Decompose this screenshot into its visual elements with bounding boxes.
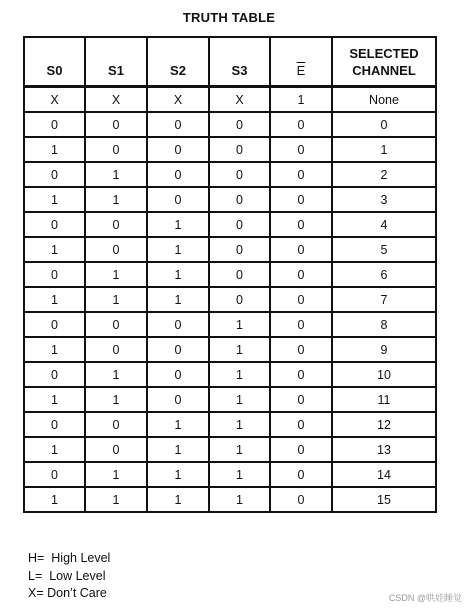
cell-s1: X xyxy=(85,87,147,113)
cell-s0: 1 xyxy=(24,287,85,312)
cell-s1: 0 xyxy=(85,437,147,462)
table-row xyxy=(24,137,436,162)
cell-s3: 1 xyxy=(209,437,270,462)
cell-s3: 1 xyxy=(209,412,270,437)
cell-s0: 1 xyxy=(24,337,85,362)
table-row xyxy=(24,487,436,512)
cell-s2: 0 xyxy=(147,337,209,362)
cell-s0: 0 xyxy=(24,262,85,287)
cell-enable: 0 xyxy=(270,262,332,287)
cell-s0: 1 xyxy=(24,487,85,512)
cell-s1: 1 xyxy=(85,162,147,187)
cell-s1: 0 xyxy=(85,137,147,162)
cell-selected-channel: 11 xyxy=(332,387,436,412)
cell-s1: 0 xyxy=(85,212,147,237)
cell-selected-channel: 7 xyxy=(332,287,436,312)
column-header-s2: S2 xyxy=(147,37,209,87)
cell-s2: 0 xyxy=(147,387,209,412)
legend xyxy=(28,550,110,603)
cell-enable: 0 xyxy=(270,337,332,362)
cell-s0: 0 xyxy=(24,312,85,337)
cell-s3: 1 xyxy=(209,387,270,412)
cell-s0: 1 xyxy=(24,437,85,462)
cell-enable: 0 xyxy=(270,212,332,237)
cell-s0: 0 xyxy=(24,462,85,487)
cell-s3: 0 xyxy=(209,137,270,162)
cell-enable: 0 xyxy=(270,462,332,487)
cell-selected-channel: 9 xyxy=(332,337,436,362)
cell-s3: 1 xyxy=(209,362,270,387)
cell-selected-channel: 13 xyxy=(332,437,436,462)
cell-s3: X xyxy=(209,87,270,113)
cell-s0: 1 xyxy=(24,387,85,412)
table-row xyxy=(24,262,436,287)
cell-selected-channel: 14 xyxy=(332,462,436,487)
cell-s3: 1 xyxy=(209,487,270,512)
cell-s2: 1 xyxy=(147,262,209,287)
cell-s3: 1 xyxy=(209,462,270,487)
cell-s3: 0 xyxy=(209,187,270,212)
cell-s0: 0 xyxy=(24,362,85,387)
table-row xyxy=(24,437,436,462)
cell-s0: 0 xyxy=(24,412,85,437)
enable-label: $\overline{E}$ xyxy=(296,63,306,78)
cell-s0: 1 xyxy=(24,187,85,212)
cell-s1: 0 xyxy=(85,337,147,362)
table-row xyxy=(24,312,436,337)
table-row xyxy=(24,87,436,113)
cell-s1: 1 xyxy=(85,487,147,512)
cell-s1: 0 xyxy=(85,312,147,337)
cell-s2: 1 xyxy=(147,237,209,262)
cell-s2: 0 xyxy=(147,362,209,387)
cell-enable: 0 xyxy=(270,387,332,412)
table-row xyxy=(24,162,436,187)
cell-s3: 0 xyxy=(209,262,270,287)
cell-s1: 0 xyxy=(85,112,147,137)
cell-selected-channel: 1 xyxy=(332,137,436,162)
table-row xyxy=(24,362,436,387)
cell-s2: 0 xyxy=(147,162,209,187)
cell-s1: 0 xyxy=(85,237,147,262)
cell-s0: 1 xyxy=(24,137,85,162)
cell-s1: 1 xyxy=(85,387,147,412)
table-row xyxy=(24,187,436,212)
cell-enable: 0 xyxy=(270,162,332,187)
column-header-s0: S0 xyxy=(24,37,85,87)
cell-s3: 0 xyxy=(209,287,270,312)
cell-s1: 1 xyxy=(85,287,147,312)
cell-selected-channel: 6 xyxy=(332,262,436,287)
cell-s3: 0 xyxy=(209,237,270,262)
cell-s0: 0 xyxy=(24,212,85,237)
cell-enable: 1 xyxy=(270,87,332,113)
cell-s3: 0 xyxy=(209,162,270,187)
cell-enable: 0 xyxy=(270,187,332,212)
cell-selected-channel: 0 xyxy=(332,112,436,137)
table-row xyxy=(24,337,436,362)
cell-enable: 0 xyxy=(270,112,332,137)
table-header-row xyxy=(24,37,436,87)
cell-s2: 0 xyxy=(147,112,209,137)
column-header-s3: S3 xyxy=(209,37,270,87)
table-row xyxy=(24,387,436,412)
cell-selected-channel: 2 xyxy=(332,162,436,187)
table-row xyxy=(24,112,436,137)
cell-selected-channel: 4 xyxy=(332,212,436,237)
table-row xyxy=(24,412,436,437)
watermark: CSDN @哄娃睡觉 xyxy=(388,593,462,603)
cell-enable: 0 xyxy=(270,412,332,437)
cell-s3: 1 xyxy=(209,337,270,362)
cell-selected-channel: None xyxy=(332,87,436,113)
cell-s2: X xyxy=(147,87,209,113)
cell-enable: 0 xyxy=(270,237,332,262)
table-row xyxy=(24,237,436,262)
cell-s1: 0 xyxy=(85,412,147,437)
cell-s0: 0 xyxy=(24,112,85,137)
cell-selected-channel: 3 xyxy=(332,187,436,212)
cell-s1: 1 xyxy=(85,462,147,487)
legend-low-level: L= Low Level xyxy=(28,568,106,583)
column-header-selected-channel xyxy=(332,37,436,87)
legend-dont-care: X= Don’t Care xyxy=(28,586,107,600)
cell-s2: 1 xyxy=(147,487,209,512)
cell-s0: X xyxy=(24,87,85,113)
cell-s2: 0 xyxy=(147,187,209,212)
cell-enable: 0 xyxy=(270,437,332,462)
cell-s0: 1 xyxy=(24,237,85,262)
cell-s2: 0 xyxy=(147,312,209,337)
cell-s1: 1 xyxy=(85,187,147,212)
cell-s3: 1 xyxy=(209,312,270,337)
cell-enable: 0 xyxy=(270,362,332,387)
cell-s3: 0 xyxy=(209,212,270,237)
table-row xyxy=(24,287,436,312)
truth-table xyxy=(23,36,437,513)
cell-selected-channel: 10 xyxy=(332,362,436,387)
cell-s2: 1 xyxy=(147,212,209,237)
cell-s2: 1 xyxy=(147,287,209,312)
table-row xyxy=(24,212,436,237)
table-row xyxy=(24,462,436,487)
column-header-s1: S1 xyxy=(85,37,147,87)
cell-enable: 0 xyxy=(270,137,332,162)
page-title: TRUTH TABLE xyxy=(182,10,276,25)
cell-s2: 1 xyxy=(147,412,209,437)
cell-s2: 0 xyxy=(147,137,209,162)
cell-selected-channel: 15 xyxy=(332,487,436,512)
column-header-enable xyxy=(270,37,332,87)
cell-selected-channel: 5 xyxy=(332,237,436,262)
cell-selected-channel: 12 xyxy=(332,412,436,437)
cell-selected-channel: 8 xyxy=(332,312,436,337)
cell-s1: 1 xyxy=(85,262,147,287)
cell-s2: 1 xyxy=(147,462,209,487)
table-body xyxy=(24,87,436,513)
legend-high-level: H= High Level xyxy=(28,551,111,565)
selected-channel-label: SELECTED CHANNEL xyxy=(349,45,419,78)
cell-enable: 0 xyxy=(270,312,332,337)
cell-s0: 0 xyxy=(24,162,85,187)
cell-enable: 0 xyxy=(270,287,332,312)
cell-s3: 0 xyxy=(209,112,270,137)
cell-s2: 1 xyxy=(147,437,209,462)
cell-enable: 0 xyxy=(270,487,332,512)
cell-s1: 1 xyxy=(85,362,147,387)
